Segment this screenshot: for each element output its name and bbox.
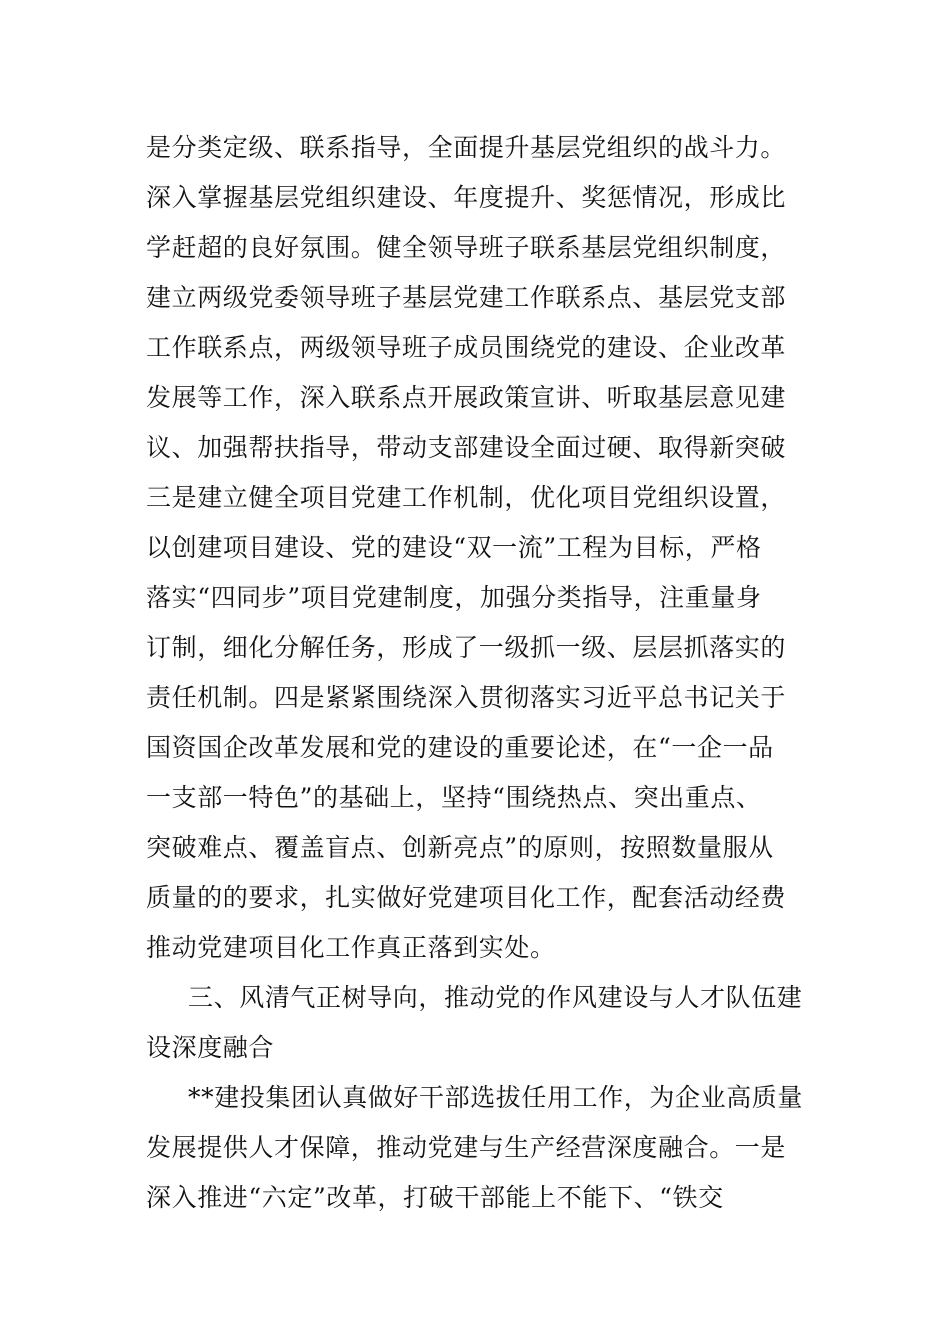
body-text-line: 责任机制。四是紧紧围绕深入贯彻落实习近平总书记关于 [146,683,787,712]
body-text-line: 国资国企改革发展和党的建设的重要论述，在“一企一品 [146,733,774,762]
body-text-line: 学赶超的良好氛围。健全领导班子联系基层党组织制度， [146,233,787,262]
body-text-line: **建投集团认真做好干部选拔任用工作，为企业高质量 [188,1083,804,1112]
body-text-line: 推动党建项目化工作真正落到实处。 [146,933,556,962]
body-text-line: 订制，细化分解任务，形成了一级抓一级、层层抓落实的 [146,633,787,662]
body-text-line: 以创建项目建设、党的建设“双一流”工程为目标，严格 [146,533,762,562]
body-text-line: 发展提供人才保障，推动党建与生产经营深度融合。一是 [146,1133,787,1162]
section-heading-line: 设深度融合 [146,1033,275,1062]
body-text-line: 质量的的要求，扎实做好党建项目化工作，配套活动经费 [146,883,787,912]
body-text-line: 工作联系点，两级领导班子成员围绕党的建设、企业改革 [146,333,787,362]
body-text-line: 落实“四同步”项目党建制度，加强分类指导，注重量身 [146,583,762,612]
body-text-line: 议、加强帮扶指导，带动支部建设全面过硬、取得新突破 [146,433,787,462]
body-text-line: 是分类定级、联系指导，全面提升基层党组织的战斗力。 [146,133,787,162]
body-text-line: 深入掌握基层党组织建设、年度提升、奖惩情况，形成比 [146,183,787,212]
body-text-line: 突破难点、覆盖盲点、创新亮点”的原则，按照数量服从 [146,833,774,862]
body-text-line: 发展等工作，深入联系点开展政策宣讲、听取基层意见建 [146,383,787,412]
body-text-line: 建立两级党委领导班子基层党建工作联系点、基层党支部 [146,283,787,312]
body-text-line: 深入推进“六定”改革，打破干部能上不能下、“铁交 [146,1183,724,1212]
body-text-line: 三是建立健全项目党建工作机制，优化项目党组织设置， [146,483,787,512]
section-heading-line: 三、风清气正树导向，推动党的作风建设与人才队伍建 [188,983,803,1012]
body-text-line: 一支部一特色”的基础上，坚持“围绕热点、突出重点、 [146,783,762,812]
